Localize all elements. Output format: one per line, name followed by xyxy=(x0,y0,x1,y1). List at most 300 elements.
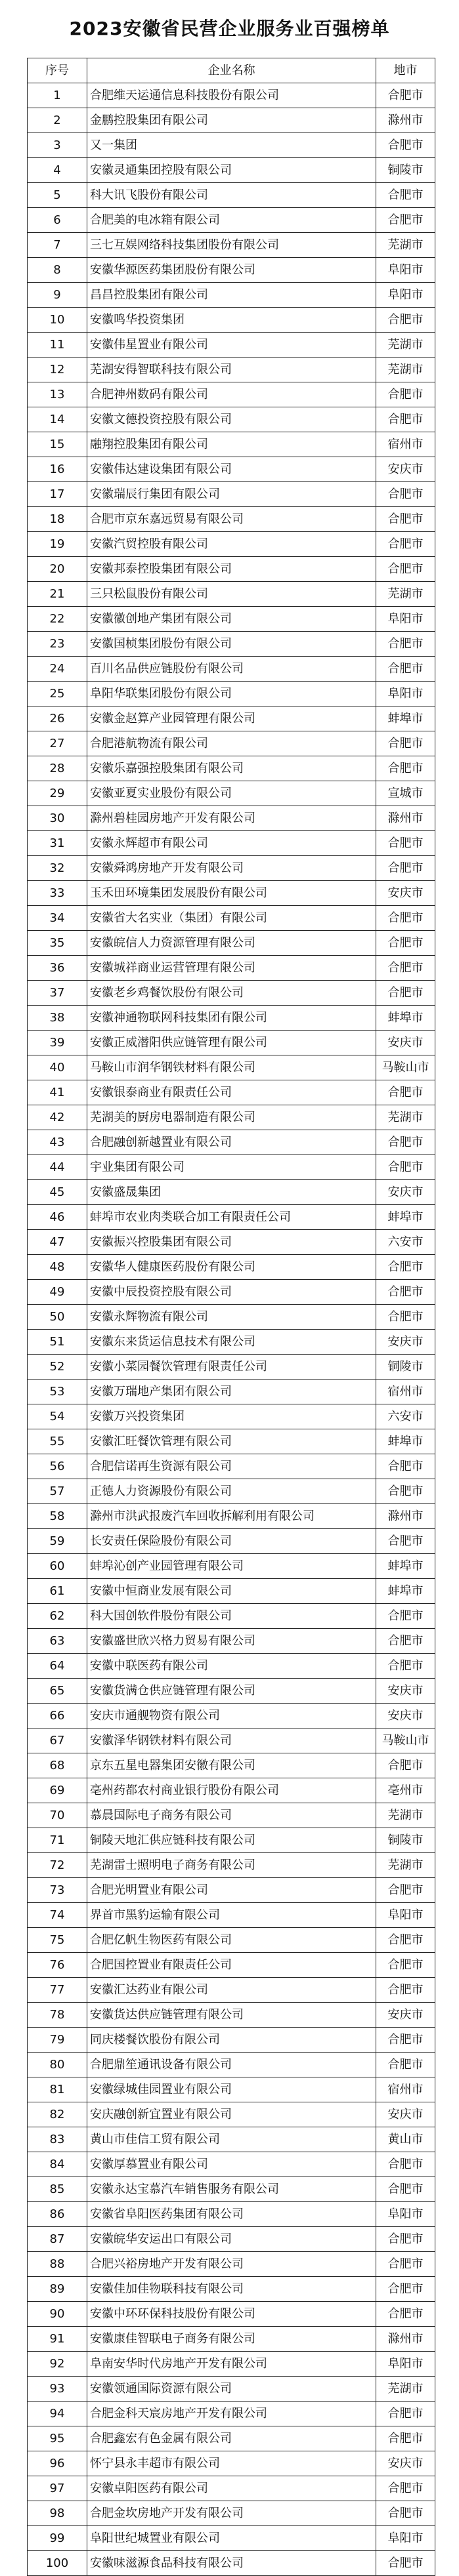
company-name-cell: 安徽货满仓供应链管理有限公司 xyxy=(87,1679,376,1704)
table-row xyxy=(28,283,435,308)
city-cell: 安庆市 xyxy=(376,1679,435,1704)
table-row xyxy=(28,1978,435,2003)
company-name-cell: 合肥金坎房地产开发有限公司 xyxy=(87,2501,376,2526)
city-cell: 安庆市 xyxy=(376,2451,435,2476)
city-cell: 合肥市 xyxy=(376,2501,435,2526)
city-cell: 铜陵市 xyxy=(376,1828,435,1853)
city-cell: 合肥市 xyxy=(376,2053,435,2077)
city-cell: 铜陵市 xyxy=(376,1355,435,1380)
rank-cell: 27 xyxy=(28,731,87,756)
table-row xyxy=(28,1055,435,1080)
city-cell: 安庆市 xyxy=(376,1180,435,1205)
table-row xyxy=(28,333,435,358)
company-name-cell: 安徽中环环保科技股份有限公司 xyxy=(87,2302,376,2327)
rank-cell: 20 xyxy=(28,557,87,582)
company-name-cell: 安徽神通物联网科技集团有限公司 xyxy=(87,1006,376,1031)
company-name-cell: 安徽卓阳医药有限公司 xyxy=(87,2476,376,2501)
table-row xyxy=(28,1753,435,1778)
company-name-cell: 正德人力资源股份有限公司 xyxy=(87,1479,376,1504)
company-name-cell: 安徽华人健康医药股份有限公司 xyxy=(87,1255,376,1280)
company-name-cell: 芜湖安得智联科技有限公司 xyxy=(87,358,376,382)
company-name-cell: 安徽城祥商业运营管理有限公司 xyxy=(87,956,376,981)
rank-cell: 50 xyxy=(28,1305,87,1330)
rank-cell: 24 xyxy=(28,657,87,682)
city-cell: 滁州市 xyxy=(376,806,435,831)
city-cell: 滁州市 xyxy=(376,2327,435,2352)
company-name-cell: 蚌埠沁创产业园管理有限公司 xyxy=(87,1554,376,1579)
company-name-cell: 合肥融创新越置业有限公司 xyxy=(87,1130,376,1155)
company-name-cell: 安徽小菜园餐饮管理有限责任公司 xyxy=(87,1355,376,1380)
company-name-cell: 安徽省大名实业（集团）有限公司 xyxy=(87,906,376,931)
city-cell: 蚌埠市 xyxy=(376,1579,435,1604)
table-row xyxy=(28,1679,435,1704)
table-row xyxy=(28,981,435,1006)
table-row xyxy=(28,1205,435,1230)
company-name-cell: 安徽振兴控股集团有限公司 xyxy=(87,1230,376,1255)
rank-cell: 1 xyxy=(28,83,87,108)
city-cell: 黄山市 xyxy=(376,2127,435,2152)
table-row xyxy=(28,2152,435,2177)
rank-cell: 57 xyxy=(28,1479,87,1504)
company-name-cell: 安徽亚夏实业股份有限公司 xyxy=(87,781,376,806)
city-cell: 亳州市 xyxy=(376,1778,435,1803)
rank-cell: 31 xyxy=(28,831,87,856)
company-name-cell: 三只松鼠股份有限公司 xyxy=(87,582,376,607)
table-row xyxy=(28,2327,435,2352)
city-cell: 合肥市 xyxy=(376,1529,435,1554)
table-row xyxy=(28,2501,435,2526)
city-cell: 合肥市 xyxy=(376,208,435,233)
rank-cell: 40 xyxy=(28,1055,87,1080)
table-row xyxy=(28,233,435,258)
rank-cell: 16 xyxy=(28,457,87,482)
city-cell: 合肥市 xyxy=(376,657,435,682)
table-row xyxy=(28,1404,435,1429)
city-cell: 合肥市 xyxy=(376,532,435,557)
rank-cell: 69 xyxy=(28,1778,87,1803)
company-name-cell: 安徽徽创地产集团有限公司 xyxy=(87,607,376,632)
city-cell: 合肥市 xyxy=(376,2028,435,2053)
company-name-cell: 合肥信诺再生资源有限公司 xyxy=(87,1454,376,1479)
table-row xyxy=(28,1230,435,1255)
table-row xyxy=(28,1728,435,1753)
rank-cell: 54 xyxy=(28,1404,87,1429)
company-name-cell: 芜湖雷士照明电子商务有限公司 xyxy=(87,1853,376,1878)
rank-cell: 84 xyxy=(28,2152,87,2177)
city-cell: 合肥市 xyxy=(376,756,435,781)
ranking-table xyxy=(27,58,435,2576)
rank-cell: 49 xyxy=(28,1280,87,1305)
city-cell: 合肥市 xyxy=(376,2177,435,2202)
table-row xyxy=(28,1255,435,1280)
rank-cell: 70 xyxy=(28,1803,87,1828)
rank-cell: 12 xyxy=(28,358,87,382)
table-row xyxy=(28,557,435,582)
city-cell: 合肥市 xyxy=(376,1928,435,1953)
rank-cell: 8 xyxy=(28,258,87,283)
city-cell: 阜阳市 xyxy=(376,607,435,632)
table-row xyxy=(28,1928,435,1953)
company-name-cell: 安徽舜鸿房地产开发有限公司 xyxy=(87,856,376,881)
city-cell: 阜阳市 xyxy=(376,1903,435,1928)
city-cell: 铜陵市 xyxy=(376,158,435,183)
table-row xyxy=(28,2177,435,2202)
rank-cell: 83 xyxy=(28,2127,87,2152)
table-row xyxy=(28,183,435,208)
company-name-cell: 安徽货达供应链管理有限公司 xyxy=(87,2003,376,2028)
table-row xyxy=(28,806,435,831)
table-row xyxy=(28,1006,435,1031)
city-cell: 安庆市 xyxy=(376,1330,435,1355)
table-row xyxy=(28,432,435,457)
table-body xyxy=(28,83,435,2576)
city-cell: 合肥市 xyxy=(376,2252,435,2277)
company-name-cell: 滁州碧桂园房地产开发有限公司 xyxy=(87,806,376,831)
company-name-cell: 合肥港航物流有限公司 xyxy=(87,731,376,756)
table-row xyxy=(28,507,435,532)
company-name-cell: 昌昌控股集团有限公司 xyxy=(87,283,376,308)
table-row xyxy=(28,1105,435,1130)
company-name-cell: 合肥金科天宸房地产开发有限公司 xyxy=(87,2402,376,2426)
company-name-cell: 合肥亿帆生物医药有限公司 xyxy=(87,1928,376,1953)
table-row xyxy=(28,1853,435,1878)
city-cell: 合肥市 xyxy=(376,507,435,532)
city-cell: 阜阳市 xyxy=(376,2202,435,2227)
table-row xyxy=(28,931,435,956)
column-header-city: 地市 xyxy=(376,58,435,83)
rank-cell: 59 xyxy=(28,1529,87,1554)
table-row xyxy=(28,382,435,407)
city-cell: 芜湖市 xyxy=(376,358,435,382)
company-name-cell: 安庆市通舰物资有限公司 xyxy=(87,1704,376,1728)
company-name-cell: 黄山市佳信工贸有限公司 xyxy=(87,2127,376,2152)
rank-cell: 14 xyxy=(28,407,87,432)
company-name-cell: 马鞍山市润华钢铁材料有限公司 xyxy=(87,1055,376,1080)
rank-cell: 11 xyxy=(28,333,87,358)
rank-cell: 34 xyxy=(28,906,87,931)
rank-cell: 29 xyxy=(28,781,87,806)
table-row xyxy=(28,2302,435,2327)
rank-cell: 63 xyxy=(28,1629,87,1654)
rank-cell: 37 xyxy=(28,981,87,1006)
city-cell: 合肥市 xyxy=(376,382,435,407)
company-name-cell: 滁州市洪武报废汽车回收拆解利用有限公司 xyxy=(87,1504,376,1529)
city-cell: 合肥市 xyxy=(376,407,435,432)
city-cell: 合肥市 xyxy=(376,308,435,333)
company-name-cell: 安徽鸣华投资集团 xyxy=(87,308,376,333)
rank-cell: 76 xyxy=(28,1953,87,1978)
table-row xyxy=(28,2028,435,2053)
company-name-cell: 合肥国控置业有限责任公司 xyxy=(87,1953,376,1978)
column-header-name: 企业名称 xyxy=(87,58,376,83)
rank-cell: 65 xyxy=(28,1679,87,1704)
company-name-cell: 怀宁县永丰超市有限公司 xyxy=(87,2451,376,2476)
table-row xyxy=(28,2551,435,2576)
table-row xyxy=(28,1828,435,1853)
city-cell: 宣城市 xyxy=(376,781,435,806)
rank-cell: 90 xyxy=(28,2302,87,2327)
company-name-cell: 安徽国桢集团股份有限公司 xyxy=(87,632,376,657)
city-cell: 芜湖市 xyxy=(376,1803,435,1828)
table-row xyxy=(28,881,435,906)
rank-cell: 44 xyxy=(28,1155,87,1180)
table-row xyxy=(28,1878,435,1903)
city-cell: 合肥市 xyxy=(376,1130,435,1155)
table-row xyxy=(28,258,435,283)
city-cell: 六安市 xyxy=(376,1404,435,1429)
company-name-cell: 安徽省阜阳医药集团有限公司 xyxy=(87,2202,376,2227)
company-name-cell: 安徽厚慕置业有限公司 xyxy=(87,2152,376,2177)
table-row xyxy=(28,1454,435,1479)
city-cell: 马鞍山市 xyxy=(376,1728,435,1753)
rank-cell: 39 xyxy=(28,1031,87,1055)
city-cell: 合肥市 xyxy=(376,2277,435,2302)
city-cell: 合肥市 xyxy=(376,482,435,507)
table-row xyxy=(28,83,435,108)
company-name-cell: 安徽汇达药业有限公司 xyxy=(87,1978,376,2003)
city-cell: 阜阳市 xyxy=(376,2352,435,2377)
city-cell: 合肥市 xyxy=(376,1604,435,1629)
rank-cell: 51 xyxy=(28,1330,87,1355)
company-name-cell: 安徽中恒商业发展有限公司 xyxy=(87,1579,376,1604)
city-cell: 合肥市 xyxy=(376,2551,435,2576)
rank-cell: 26 xyxy=(28,706,87,731)
city-cell: 宿州市 xyxy=(376,432,435,457)
page-title: 2023安徽省民营企业服务业百强榜单 xyxy=(69,18,390,39)
city-cell: 合肥市 xyxy=(376,981,435,1006)
rank-cell: 25 xyxy=(28,682,87,706)
rank-cell: 92 xyxy=(28,2352,87,2377)
rank-cell: 10 xyxy=(28,308,87,333)
table-row xyxy=(28,1504,435,1529)
rank-cell: 22 xyxy=(28,607,87,632)
rank-cell: 64 xyxy=(28,1654,87,1679)
city-cell: 合肥市 xyxy=(376,1479,435,1504)
table-row xyxy=(28,1180,435,1205)
rank-cell: 45 xyxy=(28,1180,87,1205)
rank-cell: 98 xyxy=(28,2501,87,2526)
table-row xyxy=(28,158,435,183)
table-row xyxy=(28,457,435,482)
table-row xyxy=(28,1903,435,1928)
city-cell: 蚌埠市 xyxy=(376,1554,435,1579)
rank-cell: 100 xyxy=(28,2551,87,2576)
city-cell: 蚌埠市 xyxy=(376,1205,435,1230)
city-cell: 合肥市 xyxy=(376,2402,435,2426)
table-row xyxy=(28,956,435,981)
city-cell: 芜湖市 xyxy=(376,333,435,358)
table-row xyxy=(28,2227,435,2252)
rank-cell: 71 xyxy=(28,1828,87,1853)
table-row xyxy=(28,906,435,931)
rank-cell: 77 xyxy=(28,1978,87,2003)
city-cell: 阜阳市 xyxy=(376,283,435,308)
table-row xyxy=(28,1355,435,1380)
rank-cell: 91 xyxy=(28,2327,87,2352)
city-cell: 合肥市 xyxy=(376,1080,435,1105)
company-name-cell: 安徽盛晟集团 xyxy=(87,1180,376,1205)
rank-cell: 81 xyxy=(28,2077,87,2102)
rank-cell: 6 xyxy=(28,208,87,233)
city-cell: 合肥市 xyxy=(376,1305,435,1330)
table-row xyxy=(28,1130,435,1155)
column-header-rank: 序号 xyxy=(28,58,87,83)
table-row xyxy=(28,208,435,233)
city-cell: 合肥市 xyxy=(376,1878,435,1903)
company-name-cell: 安徽乐嘉强控股集团有限公司 xyxy=(87,756,376,781)
company-name-cell: 安徽味滋源食品科技有限公司 xyxy=(87,2551,376,2576)
city-cell: 合肥市 xyxy=(376,931,435,956)
rank-cell: 21 xyxy=(28,582,87,607)
company-name-cell: 安徽万兴投资集团 xyxy=(87,1404,376,1429)
rank-cell: 79 xyxy=(28,2028,87,2053)
table-row xyxy=(28,1953,435,1978)
rank-cell: 75 xyxy=(28,1928,87,1953)
city-cell: 合肥市 xyxy=(376,1629,435,1654)
table-row xyxy=(28,358,435,382)
company-name-cell: 安徽永达宝慕汽车销售服务有限公司 xyxy=(87,2177,376,2202)
city-cell: 安庆市 xyxy=(376,881,435,906)
city-cell: 合肥市 xyxy=(376,133,435,158)
table-row xyxy=(28,1479,435,1504)
company-name-cell: 安徽伟星置业有限公司 xyxy=(87,333,376,358)
city-cell: 安庆市 xyxy=(376,2003,435,2028)
company-name-cell: 阜阳华联集团股份有限公司 xyxy=(87,682,376,706)
company-name-cell: 京东五星电器集团安徽有限公司 xyxy=(87,1753,376,1778)
rank-cell: 96 xyxy=(28,2451,87,2476)
table-row xyxy=(28,1429,435,1454)
company-name-cell: 安徽领通国际资源有限公司 xyxy=(87,2377,376,2402)
table-row xyxy=(28,1305,435,1330)
city-cell: 芜湖市 xyxy=(376,1105,435,1130)
table-row xyxy=(28,1529,435,1554)
rank-cell: 99 xyxy=(28,2526,87,2551)
table-row xyxy=(28,1654,435,1679)
company-name-cell: 安徽康佳智联电子商务有限公司 xyxy=(87,2327,376,2352)
rank-cell: 33 xyxy=(28,881,87,906)
rank-cell: 56 xyxy=(28,1454,87,1479)
table-row xyxy=(28,1579,435,1604)
table-row xyxy=(28,1280,435,1305)
company-name-cell: 合肥市京东嘉远贸易有限公司 xyxy=(87,507,376,532)
company-name-cell: 安徽正威潜阳供应链管理有限公司 xyxy=(87,1031,376,1055)
company-name-cell: 阜阳世纪城置业有限公司 xyxy=(87,2526,376,2551)
city-cell: 滁州市 xyxy=(376,108,435,133)
table-row xyxy=(28,2377,435,2402)
city-cell: 安庆市 xyxy=(376,2102,435,2127)
table-row xyxy=(28,756,435,781)
table-row xyxy=(28,133,435,158)
rank-cell: 61 xyxy=(28,1579,87,1604)
rank-cell: 55 xyxy=(28,1429,87,1454)
table-row xyxy=(28,2402,435,2426)
rank-cell: 2 xyxy=(28,108,87,133)
city-cell: 合肥市 xyxy=(376,1155,435,1180)
rank-cell: 3 xyxy=(28,133,87,158)
table-row xyxy=(28,2127,435,2152)
rank-cell: 13 xyxy=(28,382,87,407)
table-row xyxy=(28,1031,435,1055)
table-row xyxy=(28,706,435,731)
rank-cell: 82 xyxy=(28,2102,87,2127)
city-cell: 芜湖市 xyxy=(376,233,435,258)
company-name-cell: 蚌埠市农业肉类联合加工有限责任公司 xyxy=(87,1205,376,1230)
table-row xyxy=(28,2053,435,2077)
company-name-cell: 合肥兴裕房地产开发有限公司 xyxy=(87,2252,376,2277)
rank-cell: 93 xyxy=(28,2377,87,2402)
company-name-cell: 合肥鼎笙通讯设备有限公司 xyxy=(87,2053,376,2077)
table-row xyxy=(28,1330,435,1355)
company-name-cell: 融翔控股集团有限公司 xyxy=(87,432,376,457)
company-name-cell: 合肥神州数码有限公司 xyxy=(87,382,376,407)
table-row xyxy=(28,108,435,133)
city-cell: 合肥市 xyxy=(376,1280,435,1305)
rank-cell: 73 xyxy=(28,1878,87,1903)
city-cell: 合肥市 xyxy=(376,731,435,756)
company-name-cell: 合肥光明置业有限公司 xyxy=(87,1878,376,1903)
city-cell: 合肥市 xyxy=(376,1255,435,1280)
rank-cell: 72 xyxy=(28,1853,87,1878)
table-row xyxy=(28,2077,435,2102)
company-name-cell: 合肥维天运通信息科技股份有限公司 xyxy=(87,83,376,108)
company-name-cell: 安徽皖信人力资源管理有限公司 xyxy=(87,931,376,956)
rank-cell: 67 xyxy=(28,1728,87,1753)
rank-cell: 74 xyxy=(28,1903,87,1928)
table-row xyxy=(28,1554,435,1579)
table-row xyxy=(28,1380,435,1404)
company-name-cell: 安徽华源医药集团股份有限公司 xyxy=(87,258,376,283)
rank-cell: 17 xyxy=(28,482,87,507)
table-row xyxy=(28,2102,435,2127)
rank-cell: 9 xyxy=(28,283,87,308)
table-row xyxy=(28,632,435,657)
rank-cell: 5 xyxy=(28,183,87,208)
city-cell: 滁州市 xyxy=(376,1504,435,1529)
table-row xyxy=(28,1629,435,1654)
rank-cell: 53 xyxy=(28,1380,87,1404)
table-row xyxy=(28,682,435,706)
city-cell: 合肥市 xyxy=(376,2302,435,2327)
company-name-cell: 芜湖美的厨房电器制造有限公司 xyxy=(87,1105,376,1130)
rank-cell: 60 xyxy=(28,1554,87,1579)
rank-cell: 62 xyxy=(28,1604,87,1629)
company-name-cell: 合肥鑫宏有色金属有限公司 xyxy=(87,2426,376,2451)
company-name-cell: 安徽永辉超市有限公司 xyxy=(87,831,376,856)
rank-cell: 87 xyxy=(28,2227,87,2252)
rank-cell: 41 xyxy=(28,1080,87,1105)
company-name-cell: 宇业集团有限公司 xyxy=(87,1155,376,1180)
company-name-cell: 安徽伟达建设集团有限公司 xyxy=(87,457,376,482)
table-row xyxy=(28,1080,435,1105)
city-cell: 安庆市 xyxy=(376,1704,435,1728)
rank-cell: 48 xyxy=(28,1255,87,1280)
rank-cell: 46 xyxy=(28,1205,87,1230)
table-row xyxy=(28,657,435,682)
company-name-cell: 铜陵天地汇供应链科技有限公司 xyxy=(87,1828,376,1853)
city-cell: 阜阳市 xyxy=(376,682,435,706)
rank-cell: 4 xyxy=(28,158,87,183)
rank-cell: 28 xyxy=(28,756,87,781)
company-name-cell: 玉禾田环境集团发展股份有限公司 xyxy=(87,881,376,906)
table-row xyxy=(28,607,435,632)
company-name-cell: 安徽文德投资控股有限公司 xyxy=(87,407,376,432)
rank-cell: 68 xyxy=(28,1753,87,1778)
city-cell: 马鞍山市 xyxy=(376,1055,435,1080)
table-row xyxy=(28,831,435,856)
company-name-cell: 安徽盛世欣兴格力贸易有限公司 xyxy=(87,1629,376,1654)
city-cell: 阜阳市 xyxy=(376,2526,435,2551)
city-cell: 合肥市 xyxy=(376,632,435,657)
